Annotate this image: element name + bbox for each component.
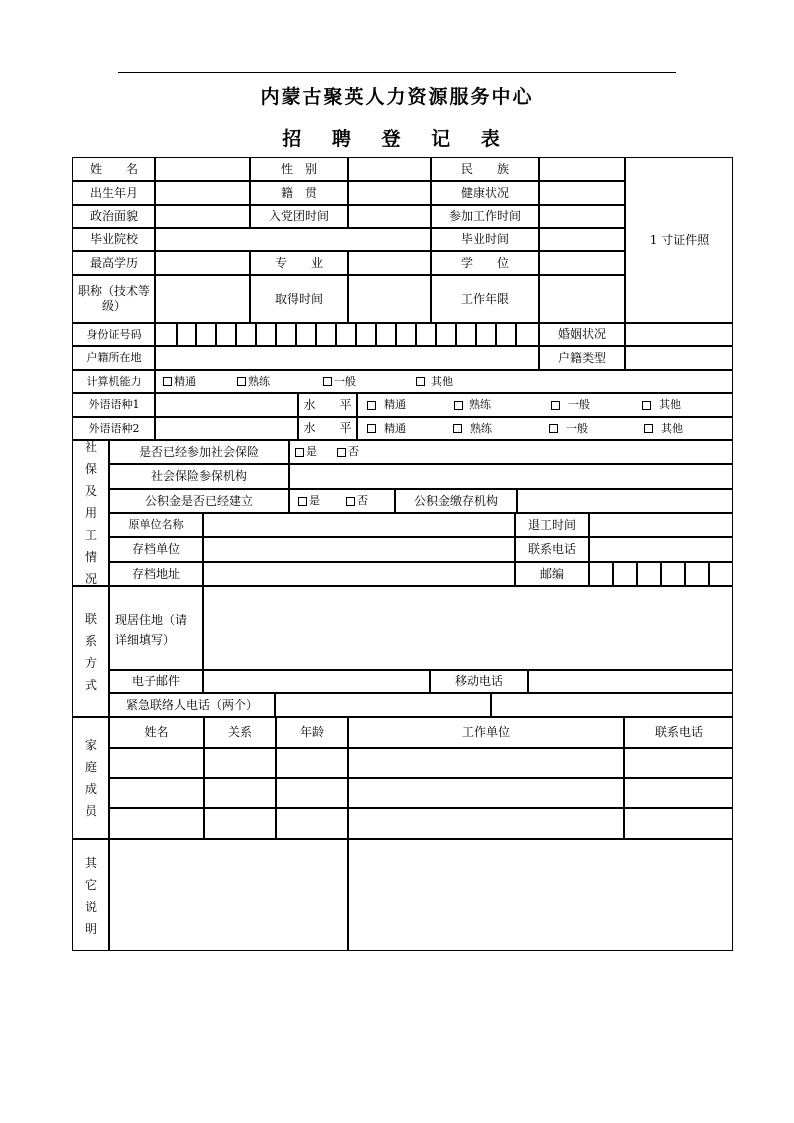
id-digit-box[interactable] [495,322,517,347]
id-digit-box[interactable] [154,322,178,347]
checkbox-icon [337,448,346,457]
id-digit-box[interactable] [355,322,377,347]
label-resign-time: 退工时间 [514,512,590,538]
id-digit-box[interactable] [315,322,337,347]
postcode-digit-box[interactable] [636,561,662,587]
label-party-time: 入党团时间 [249,204,349,229]
fund-yes-option[interactable]: 是 [298,489,320,513]
lang2-option[interactable]: 其他 [644,417,683,440]
checkbox-icon [644,424,653,433]
checkbox-icon [298,497,307,506]
id-digit-box[interactable] [195,322,217,347]
label-education: 最高学历 [72,250,156,276]
id-digit-box[interactable] [215,322,237,347]
input-hukou-type[interactable] [624,345,733,371]
input-gender[interactable] [347,157,432,182]
family-header-age: 年龄 [275,716,349,749]
family-cell[interactable] [108,747,205,779]
input-mobile[interactable] [527,669,733,694]
family-cell[interactable] [275,807,349,840]
label-computer: 计算机能力 [72,369,156,394]
contact-side-label: 联系方式 [72,585,110,718]
checkbox-icon [549,424,558,433]
organization-title: 内蒙古聚英人力资源服务中心 [260,86,534,108]
input-lang1[interactable] [154,392,299,418]
family-cell[interactable] [275,747,349,779]
checkbox-icon [295,448,304,457]
input-school[interactable] [154,227,432,252]
label-id-no: 身份证号码 [72,322,156,347]
input-emergency-2[interactable] [490,692,733,718]
photo-area: 1 寸证件照 [624,157,733,324]
input-archive-unit[interactable] [202,536,516,563]
input-birth[interactable] [154,180,251,206]
family-cell[interactable] [108,807,205,840]
checkbox-icon [367,401,376,410]
family-side-label: 家庭成员 [72,716,110,840]
checkbox-icon [346,497,355,506]
label-archive-unit: 存档单位 [108,536,204,563]
social-side-label: 社保及用工情况 [72,439,110,587]
label-school: 毕业院校 [72,227,156,252]
input-political[interactable] [154,204,251,229]
family-header-phone: 联系电话 [623,716,733,749]
postcode-digit-box[interactable] [660,561,686,587]
label-hukou-place: 户籍所在地 [72,345,156,371]
checkbox-icon [416,377,425,386]
label-hukou-type: 户籍类型 [538,345,626,371]
input-fund-org[interactable] [516,488,733,514]
label-insurer: 社会保险参保机构 [108,463,290,490]
computer-option[interactable]: 一般 [323,370,356,393]
label-fund-org: 公积金缴存机构 [394,488,518,514]
id-digit-box[interactable] [235,322,257,347]
label-major: 专 业 [249,250,349,276]
family-header-work-unit: 工作单位 [347,716,625,749]
checkbox-icon [642,401,651,410]
label-name: 姓 名 [72,157,156,182]
label-phone: 联系电话 [514,536,590,563]
family-cell[interactable] [623,807,733,840]
id-digit-box[interactable] [515,322,540,347]
id-digit-box[interactable] [255,322,277,347]
input-grad-time[interactable] [538,227,626,252]
lang2-option[interactable]: 精通 [367,417,406,440]
input-other-right[interactable] [347,838,733,951]
input-party-time[interactable] [347,204,432,229]
input-resign-time[interactable] [588,512,733,538]
input-hukou-place[interactable] [154,345,540,371]
id-digit-box[interactable] [335,322,357,347]
family-cell[interactable] [347,747,625,779]
input-education[interactable] [154,250,251,276]
id-digit-box[interactable] [415,322,437,347]
id-digit-box[interactable] [435,322,457,347]
postcode-digit-box[interactable] [708,561,733,587]
label-work-years: 工作年限 [430,274,540,324]
id-digit-box[interactable] [475,322,497,347]
computer-option[interactable]: 精通 [163,370,196,393]
lang2-options [356,416,733,441]
postcode-digit-box[interactable] [588,561,614,587]
label-marital: 婚姻状况 [538,322,626,347]
input-lang2[interactable] [154,416,299,441]
id-digit-box[interactable] [395,322,417,347]
input-insurer[interactable] [288,463,733,490]
lang1-option[interactable]: 其他 [642,393,681,417]
id-digit-box[interactable] [375,322,397,347]
top-rule [118,72,676,73]
label-level1: 水 平 [297,392,358,418]
insured-options [288,439,733,465]
label-insured: 是否已经参加社会保险 [108,439,290,465]
lang1-options [356,392,733,418]
family-cell[interactable] [623,747,733,779]
postcode-digit-box[interactable] [684,561,710,587]
input-marital[interactable] [624,322,733,347]
family-cell[interactable] [203,777,277,809]
label-grad-time: 毕业时间 [430,227,540,252]
form-title: 招 聘 登 记 表 [282,128,512,150]
label-gender: 性 别 [249,157,349,182]
label-level2: 水 平 [297,416,358,441]
label-ethnicity: 民 族 [430,157,540,182]
computer-options [154,369,733,394]
postcode-digit-box[interactable] [612,561,638,587]
family-cell[interactable] [108,777,205,809]
input-emergency-1[interactable] [274,692,492,718]
checkbox-icon [237,377,246,386]
label-email: 电子邮件 [108,669,204,694]
id-digit-box[interactable] [295,322,317,347]
input-phone[interactable] [588,536,733,563]
checkbox-icon [454,401,463,410]
input-work-start[interactable] [538,204,626,229]
lang2-option[interactable]: 一般 [549,417,588,440]
label-mobile: 移动电话 [429,669,529,694]
family-cell[interactable] [203,807,277,840]
lang1-option[interactable]: 精通 [367,393,406,417]
input-prev-employer[interactable] [202,512,516,538]
other-side-label: 其它说明 [72,838,110,951]
lang1-option[interactable]: 熟练 [454,393,491,417]
label-lang1: 外语语种1 [72,392,156,418]
label-political: 政治面貌 [72,204,156,229]
family-header-relation: 关系 [203,716,277,749]
lang2-option[interactable]: 熟练 [453,417,492,440]
insured-yes-option[interactable]: 是 [295,440,317,464]
id-digit-box[interactable] [275,322,297,347]
computer-option[interactable]: 熟练 [237,370,270,393]
checkbox-icon [323,377,332,386]
insured-no-option[interactable]: 否 [337,440,359,464]
fund-options [288,488,396,514]
label-degree: 学 位 [430,250,540,276]
input-ethnicity[interactable] [538,157,626,182]
label-health: 健康状况 [430,180,540,206]
input-health[interactable] [538,180,626,206]
label-archive-addr: 存档地址 [108,561,204,587]
family-cell[interactable] [203,747,277,779]
family-cell[interactable] [347,807,625,840]
label-birth: 出生年月 [72,180,156,206]
id-digit-box[interactable] [455,322,477,347]
input-title[interactable] [154,274,251,324]
input-other-left[interactable] [108,838,349,951]
id-digit-box[interactable] [176,322,197,347]
lang1-option[interactable]: 一般 [551,393,590,417]
family-cell[interactable] [347,777,625,809]
registration-form [72,157,733,951]
checkbox-icon [367,424,376,433]
input-email[interactable] [202,669,431,694]
input-title-time[interactable] [347,274,432,324]
label-fund: 公积金是否已经建立 [108,488,290,514]
label-lang2: 外语语种2 [72,416,156,441]
input-address[interactable] [202,585,733,671]
input-major[interactable] [347,250,432,276]
computer-option[interactable]: 其他 [416,370,453,393]
input-native-place[interactable] [347,180,432,206]
checkbox-icon [453,424,462,433]
family-cell[interactable] [623,777,733,809]
fund-no-option[interactable]: 否 [346,489,368,513]
checkbox-icon [163,377,172,386]
input-archive-addr[interactable] [202,561,516,587]
label-work-start: 参加工作时间 [430,204,540,229]
label-prev-employer: 原单位名称 [108,512,204,538]
label-postcode: 邮编 [514,561,590,587]
input-work-years[interactable] [538,274,626,324]
label-native-place: 籍 贯 [249,180,349,206]
checkbox-icon [551,401,560,410]
label-title: 职称（技术等级） [72,274,156,324]
family-cell[interactable] [275,777,349,809]
family-header-name: 姓名 [108,716,205,749]
label-title-time: 取得时间 [249,274,349,324]
label-emergency: 紧急联络人电话（两个） [108,692,276,718]
input-name[interactable] [154,157,251,182]
label-address: 现居住地（请详细填写） [108,585,204,671]
input-degree[interactable] [538,250,626,276]
